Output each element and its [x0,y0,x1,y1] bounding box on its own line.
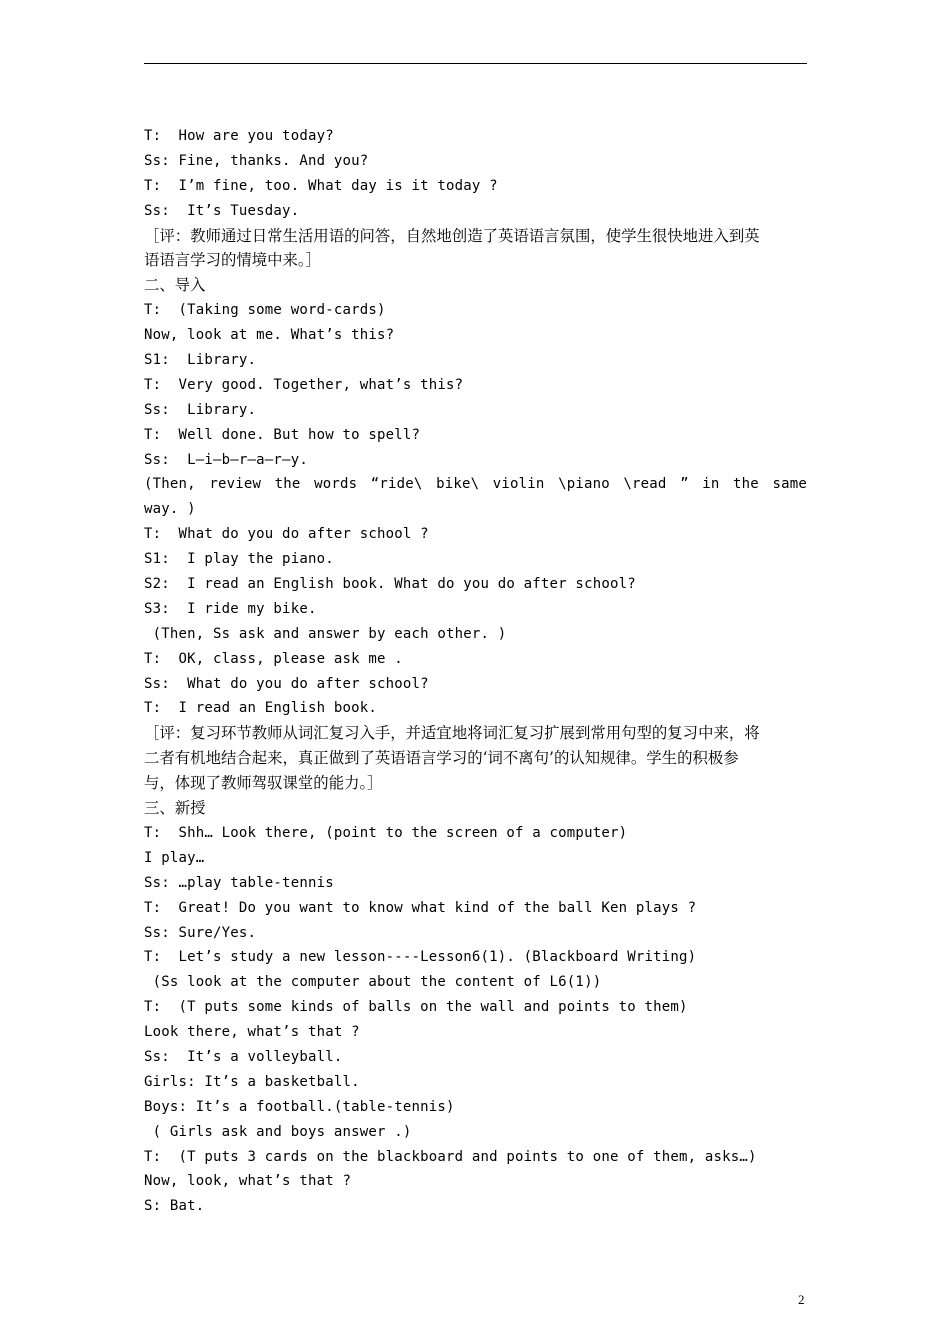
text-line: S2: I read an English book. What do you do after school? [144,576,636,593]
text-line: Ss: …play table-tennis [144,874,334,891]
text-line: Ss: It’s Tuesday. [144,202,300,219]
text-line: T: Great! Do you want to know what kind of the ball Ken plays ? [144,899,697,916]
text-line: Now, look, what’s that ? [144,1173,352,1190]
text-line: (Then, review the words “ride\ bike\ violin \piano \read ” in the same [144,476,807,493]
text-line: Ss: Sure/Yes. [144,924,257,941]
text-line: 三、新授 [144,799,206,818]
text-line: T: (Taking some word-cards) [144,302,386,319]
text-line: (Then, Ss ask and answer by each other. ) [144,625,507,642]
text-line: (Ss look at the computer about the content of L6(1)) [144,974,602,991]
text-line: Ss: It’s a volleyball. [144,1048,343,1065]
text-line: T: (T puts 3 cards on the blackboard and points to one of them, asks…) [144,1148,757,1165]
text-line: S3: I ride my bike. [144,600,317,617]
document-body [144,124,807,1219]
text-line: Now, look at me. What’s this? [144,327,395,344]
text-line: T: Well done. But how to spell? [144,426,421,443]
text-line: Ss: L—i—b—r—a—r—y. [144,451,308,468]
text-line: I play… [144,849,205,866]
text-line: 与，体现了教师驾驭课堂的能力。］ [144,774,383,793]
text-line: S1: I play the piano. [144,551,334,568]
text-line: T: I’m fine, too. What day is it today ? [144,177,498,194]
text-line: T: How are you today? [144,128,334,144]
text-line: T: I read an English book. [144,700,377,717]
text-line: Boys: It’s a football.(table-tennis) [144,1098,455,1115]
text-line: ( Girls ask and boys answer .) [144,1123,412,1140]
text-line: T: Shh… Look there, (point to the screen of a computer) [144,824,628,841]
text-line: S1: Library. [144,352,257,369]
text-line: Ss: Library. [144,401,257,418]
text-line: Ss: Fine, thanks. And you? [144,152,369,169]
text-line: ［评：复习环节教师从词汇复习入手，并适宜地将词汇复习扩展到常用句型的复习中来，将 [144,724,760,743]
text-line: 语语言学习的情境中来。］ [144,251,321,270]
text-line: Girls: It’s a basketball. [144,1073,360,1090]
text-line: T: Let’s study a new lesson----Lesson6(1). (Blackboard Writing) [144,949,697,966]
text-line: T: OK, class, please ask me . [144,650,403,667]
text-line: 二者有机地结合起来，真正做到了英语语言学习的‘词不离句’的认知规律。学生的积极参 [144,749,739,768]
text-line: Ss: What do you do after school? [144,675,429,692]
text-line: S: Bat. [144,1198,205,1215]
text-line: Look there, what’s that ? [144,1024,360,1041]
text-line: way. ) [144,501,196,518]
text-line: T: (T puts some kinds of balls on the wall and points to them) [144,999,688,1016]
page-number: 2 [798,1292,805,1307]
text-line: T: What do you do after school ? [144,526,429,543]
text-line: T: Very good. Together, what’s this? [144,376,464,393]
text-line: ［评：教师通过日常生活用语的问答，自然地创造了英语语言氛围，使学生很快地进入到英 [144,226,760,245]
text-line: 二、导入 [144,276,206,295]
header-rule [144,63,807,64]
